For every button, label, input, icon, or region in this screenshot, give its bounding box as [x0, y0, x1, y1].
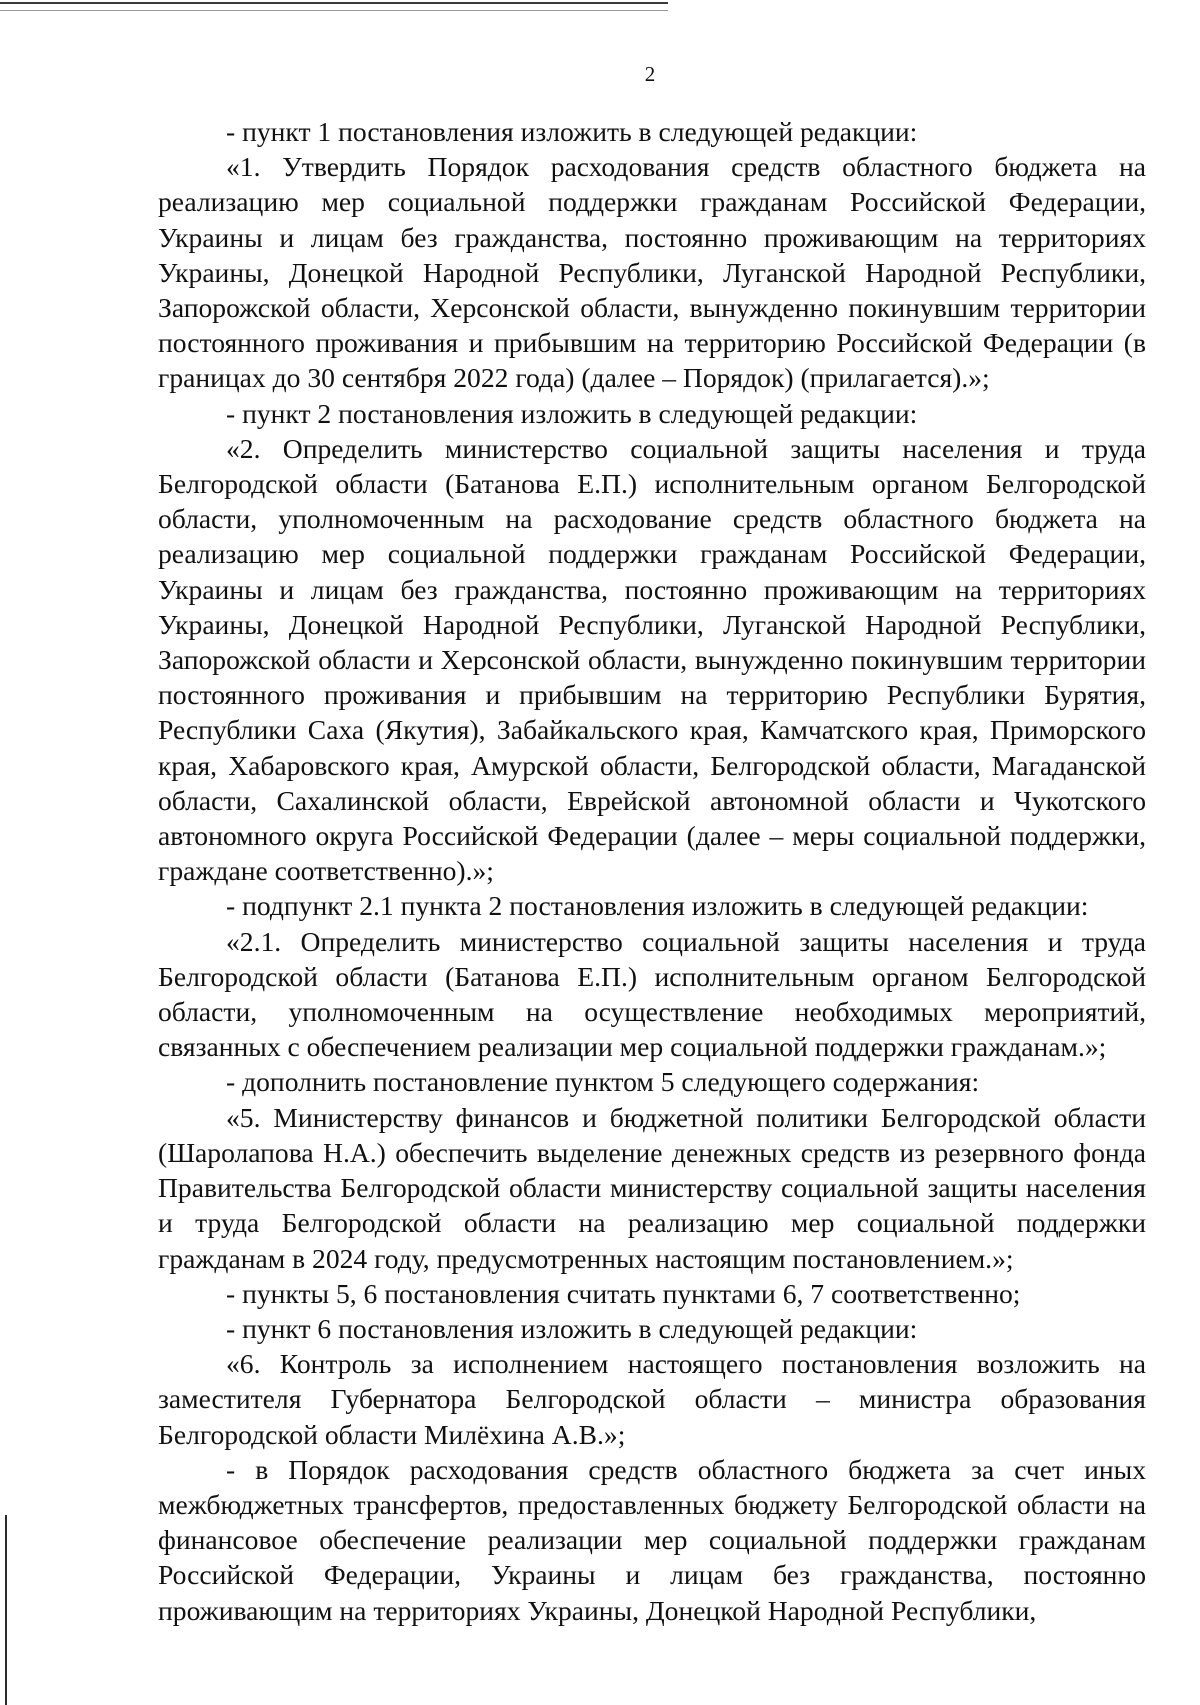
paragraph: «1. Утвердить Порядок расходования средств областного бюджета на реализацию мер социальной поддержки гражданам Российской Федерации, Украины и лицам без гражданства, постоянно проживающим на территориях Украины, Донецкой Народной Республики, Луганской Народной Республики, Запорожской области, Херсонской области, вынужденно покинувшим территории постоянного проживания и прибывшим на территорию Российской Федерации (в границах до 30 сентября 2022 года) (далее – Порядок) (прилагается).»;	[158, 151, 1146, 394]
scan-border-line	[5, 1515, 7, 1705]
paragraph: - подпункт 2.1 пункта 2 постановления изложить в следующей редакции:	[226, 890, 1089, 922]
paragraph: - дополнить постановление пунктом 5 следующего содержания:	[226, 1066, 980, 1098]
page-number: 2	[644, 62, 656, 86]
paragraph: - в Порядок расходования средств областного бюджета за счет иных межбюджетных трансфертов, предоставленных бюджету Белгородской области на финансовое обеспечение реализации мер социальной поддержки гражданам Российской Федерации, Украины и лицам без гражданства, постоянно проживающим на территориях Украины, Донецкой Народной Республики,	[158, 1453, 1146, 1626]
paragraph: - пункты 5, 6 постановления считать пунктами 6, 7 соответственно;	[226, 1277, 1021, 1309]
paragraph: «6. Контроль за исполнением настоящего постановления возложить на заместителя Губернатора Белгородской области – министра образования Белгородской области Милёхина А.В.»;	[158, 1348, 1146, 1450]
paragraph: - пункт 2 постановления изложить в следующей редакции:	[226, 397, 918, 429]
paragraph: - пункт 6 постановления изложить в следующей редакции:	[226, 1312, 918, 1344]
scan-border-line	[0, 10, 668, 11]
paragraph: «2. Определить министерство социальной защиты населения и труда Белгородской области (Батанова Е.П.) исполнительным органом Белгородской области, уполномоченным на расходование средств областного бюджета на реализацию мер социальной поддержки гражданам Российской Федерации, Украины и лицам без гражданства, постоянно проживающим на территориях Украины, Донецкой Народной Республики, Луганской Народной Республики, Запорожской области и Херсонской области, вынужденно покинувшим территории постоянного проживания и прибывшим на территорию Республики Бурятия, Республики Саха (Якутия), Забайкальского края, Камчатского края, Приморского края, Хабаровского края, Амурской области, Белгородской области, Магаданской области, Сахалинской области, Еврейской автономной области и Чукотского автономного округа Российской Федерации (далее – меры социальной поддержки, граждане соответственно).»;	[158, 432, 1146, 887]
paragraph: - пункт 1 постановления изложить в следующей редакции:	[226, 116, 918, 147]
document-body	[158, 114, 1146, 1628]
scan-border-line	[0, 2, 668, 4]
paragraph: «2.1. Определить министерство социальной защиты населения и труда Белгородской области (Батанова Е.П.) исполнительным органом Белгородской области, уполномоченным на осуществление необходимых мероприятий, связанных с обеспечением реализации мер социальной поддержки гражданам.»;	[158, 925, 1146, 1063]
paragraph: «5. Министерству финансов и бюджетной политики Белгородской области (Шаролапова Н.А.) обеспечить выделение денежных средств из резервного фонда Правительства Белгородской области министерству социальной защиты населения и труда Белгородской области на реализацию мер социальной поддержки гражданам в 2024 году, предусмотренных настоящим постановлением.»;	[158, 1101, 1146, 1274]
